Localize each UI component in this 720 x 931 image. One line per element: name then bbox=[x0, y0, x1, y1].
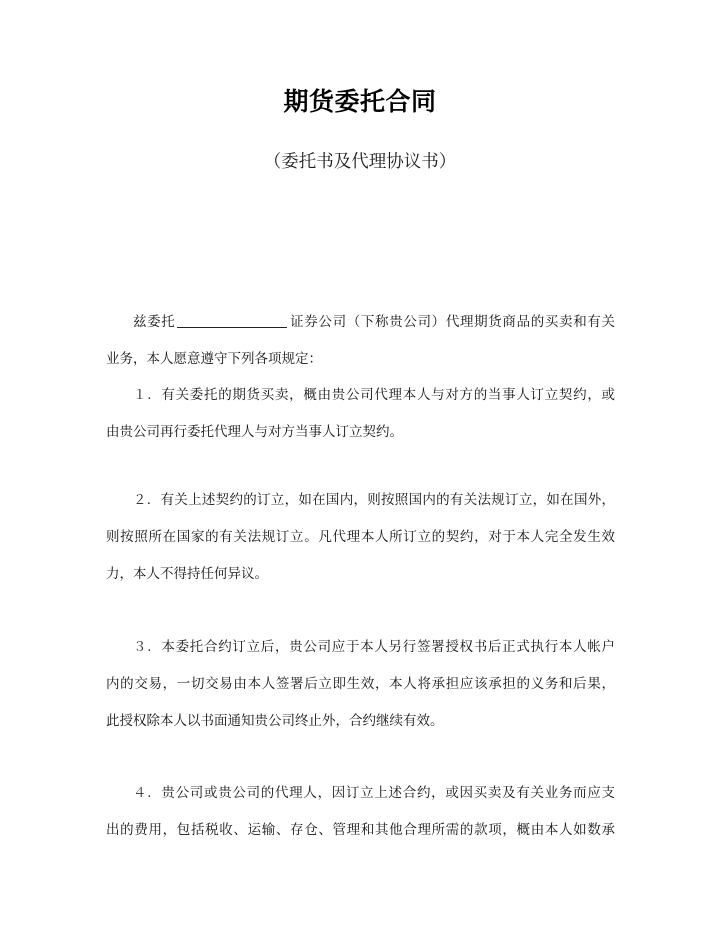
clause-1 bbox=[106, 377, 615, 451]
clause-4 bbox=[106, 775, 615, 849]
paragraph-line bbox=[106, 304, 615, 341]
paragraph-line: 业务，本人愿意遵守下列各项规定： bbox=[106, 350, 322, 367]
clause-number: ２． bbox=[133, 492, 161, 508]
clause-number: ３． bbox=[133, 639, 162, 655]
paragraph-line: 出的费用，包括税收、运输、存仓、管理和其他合理所需的款项，概由本人如数承 bbox=[106, 821, 615, 838]
paragraph-line: 则按照所在国家的有关法规订立。凡代理本人所订立的契约，对于本人完全发生效 bbox=[106, 528, 615, 545]
clause-text: 贵公司或贵公司的代理人，因订立上述合约，或因买卖及有关业务而应支 bbox=[161, 785, 615, 801]
clause-text: 有关委托的期货买卖，概由贵公司代理本人与对方的当事人订立契约，或 bbox=[161, 387, 615, 403]
document-subtitle: （委托书及代理协议书） bbox=[263, 152, 457, 172]
paragraph-line: 内的交易，一切交易由本人签署后立即生效，本人将承担应该承担的义务和后果， bbox=[106, 675, 615, 692]
document-title: 期货委托合同 bbox=[283, 87, 437, 116]
intro-prefix: 兹委托 bbox=[133, 314, 176, 330]
intro-paragraph bbox=[106, 304, 615, 378]
clause-text: 有关上述契约的订立，如在国内，则按照国内的有关法规订立，如在国外， bbox=[160, 492, 615, 508]
entrusted-company-blank bbox=[177, 313, 287, 328]
paragraph-line bbox=[106, 377, 615, 414]
paragraph-line: 力，本人不得持任何异议。 bbox=[106, 565, 268, 582]
intro-line1-text: 证券公司（下称贵公司）代理期货商品的买卖和有关 bbox=[289, 314, 615, 330]
paragraph-line bbox=[106, 629, 615, 666]
paragraph-line bbox=[106, 482, 615, 519]
paragraph-line: 此授权除本人以书面通知贵公司终止外，合约继续有效。 bbox=[106, 712, 444, 729]
clause-3 bbox=[106, 629, 615, 739]
clause-2 bbox=[106, 482, 615, 592]
clause-number: ４． bbox=[133, 785, 162, 801]
clause-text: 本委托合约订立后，贵公司应于本人另行签署授权书后正式执行本人帐户 bbox=[161, 639, 615, 655]
paragraph-line bbox=[106, 775, 615, 812]
paragraph-line: 由贵公司再行委托代理人与对方当事人订立契约。 bbox=[106, 423, 403, 440]
clause-number: １． bbox=[133, 387, 162, 403]
